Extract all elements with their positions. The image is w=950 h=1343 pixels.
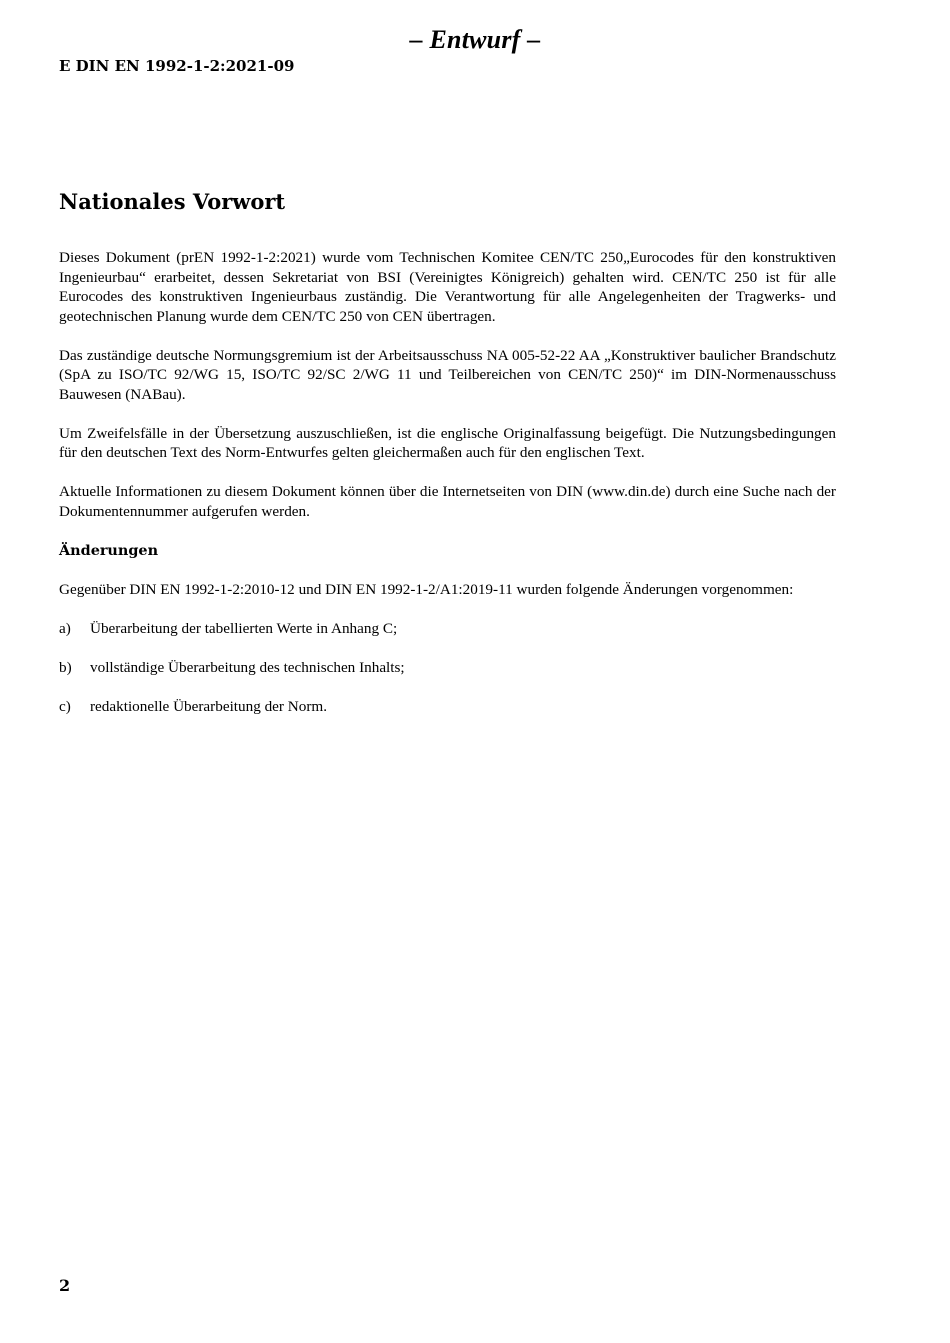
list-item-text: Überarbeitung der tabellierten Werte in Anhang C; [90, 619, 398, 637]
list-marker: c) [59, 697, 71, 715]
draft-label: – Entwurf – [409, 25, 541, 54]
paragraph-committee: Dieses Dokument (prEN 1992-1-2:2021) wurde vom Technischen Komitee CEN/TC 250„Eurocodes für den konstruktiven Ingenieurbau“ erarbeitet, dessen Sekretariat von BSI (Vereinigtes Königreich) gehalten wird. CEN/TC 250 ist für alle Eurocodes des konstruktiven Ingenieurbaus zuständig. Die Verantwortung für alle Angelegenheiten der Tragwerks- und geotechnischen Planung wurde dem CEN/TC 250 von CEN übertragen. [59, 249, 836, 325]
paragraph-information: Aktuelle Informationen zu diesem Dokument können über die Internetseiten von DIN (www.din.de) durch eine Suche nach der Dokumentennummer aufgerufen werden. [59, 483, 836, 520]
list-item [59, 619, 836, 639]
paragraph-national-committee: Das zuständige deutsche Normungsgremium ist der Arbeitsausschuss NA 005-52-22 AA „Konstruktiver baulicher Brandschutz (SpA zu ISO/TC 92/WG 15, ISO/TC 92/SC 2/WG 11 und Teilbereichen von CEN/TC 250)“ im DIN-Normenausschuss Bauwesen (NABau). [59, 346, 836, 403]
page-number: 2 [59, 1276, 71, 1295]
list-item-text: redaktionelle Überarbeitung der Norm. [90, 697, 328, 715]
list-marker: b) [59, 658, 72, 676]
list-item [59, 658, 836, 678]
section-title: Nationales Vorwort [59, 189, 286, 214]
paragraph-translation: Um Zweifelsfälle in der Übersetzung auszuschließen, ist die englische Originalfassung beigefügt. Die Nutzungsbedingungen für den deutschen Text des Norm-Entwurfes gelten gleichermaßen auch für den englischen Text. [59, 424, 836, 461]
document-id: E DIN EN 1992-1-2:2021-09 [59, 57, 295, 75]
list-item-text: vollständige Überarbeitung des technischen Inhalts; [90, 658, 405, 676]
main-content [59, 186, 836, 736]
changes-heading: Änderungen [59, 541, 159, 559]
list-item [59, 697, 836, 717]
list-marker: a) [59, 619, 71, 637]
changes-intro: Gegenüber DIN EN 1992-1-2:2010-12 und DIN EN 1992-1-2/A1:2019-11 wurden folgende Änderungen vorgenommen: [59, 580, 794, 598]
changes-list [59, 619, 836, 717]
